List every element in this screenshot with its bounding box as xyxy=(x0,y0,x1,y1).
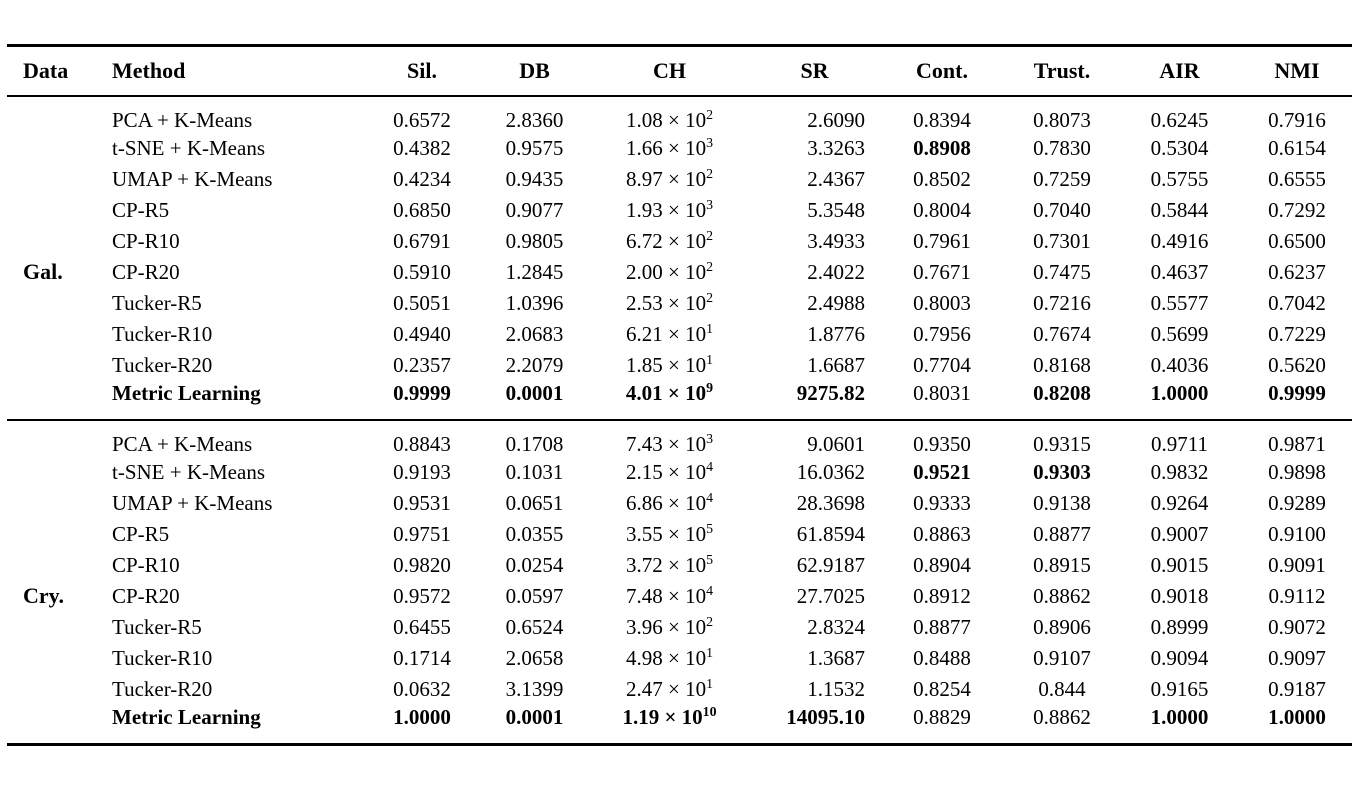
results-table xyxy=(7,44,1352,746)
cell-method: PCA + K-Means xyxy=(112,431,253,456)
cell-ch: $3.96 \times 10^2$ xyxy=(625,613,714,639)
exponent: 2 xyxy=(706,227,714,243)
cell-air: 1.0000 xyxy=(1150,380,1209,405)
cell-data xyxy=(7,674,112,705)
exponent: 4 xyxy=(706,582,714,598)
cell-air: 0.9165 xyxy=(1150,676,1209,701)
cell-ch: $8.97 \times 10^2$ xyxy=(625,165,714,191)
cell-trust: 0.7259 xyxy=(1033,166,1091,191)
cell-method: CP-R20 xyxy=(112,259,180,284)
cell-data xyxy=(7,705,112,745)
cell-data xyxy=(7,96,112,133)
cell-sil: 0.8843 xyxy=(393,431,451,456)
cell-sil: 0.6572 xyxy=(393,107,451,132)
cell-db: 0.0254 xyxy=(505,552,564,577)
cell-air: 0.5699 xyxy=(1150,321,1209,346)
exponent: 2 xyxy=(706,165,714,181)
cell-cont: 0.8829 xyxy=(913,704,971,729)
cell-trust: 0.8073 xyxy=(1033,107,1091,132)
cell-method: UMAP + K-Means xyxy=(112,166,273,191)
cell-ch: $2.15 \times 10^4$ xyxy=(625,458,714,484)
exponent: 10 xyxy=(702,703,717,719)
group-cry xyxy=(7,420,1352,745)
table-row xyxy=(7,226,1352,257)
table-row xyxy=(7,288,1352,319)
exponent: 4 xyxy=(706,489,714,505)
table-row xyxy=(7,164,1352,195)
cell-cont: 0.8488 xyxy=(913,645,971,670)
table-row xyxy=(7,488,1352,519)
exponent: 3 xyxy=(706,134,714,150)
cell-nmi: 0.6237 xyxy=(1268,259,1326,284)
cell-ch: $6.72 \times 10^2$ xyxy=(625,227,714,253)
cell-data xyxy=(7,488,112,519)
cell-sil: 1.0000 xyxy=(393,704,451,729)
cell-method: PCA + K-Means xyxy=(112,107,253,132)
cell-db: 0.0001 xyxy=(505,380,564,405)
group-label: Cry. xyxy=(23,583,64,608)
cell-nmi: 0.6154 xyxy=(1268,135,1326,160)
exponent: 1 xyxy=(706,675,714,691)
cell-nmi: 0.9999 xyxy=(1268,380,1326,405)
cell-sil: 0.4940 xyxy=(393,321,451,346)
cell-method: Tucker-R10 xyxy=(112,645,213,670)
cell-air: 0.4036 xyxy=(1150,352,1209,377)
cell-cont: 0.7671 xyxy=(913,259,971,284)
cell-trust: 0.7674 xyxy=(1033,321,1091,346)
table-header xyxy=(7,46,1352,96)
column-header-air: AIR xyxy=(1159,57,1200,83)
cell-air: 0.9711 xyxy=(1151,431,1208,456)
cell-trust: 0.8877 xyxy=(1033,521,1091,546)
cell-method: CP-R10 xyxy=(112,552,180,577)
cell-trust: 0.7301 xyxy=(1033,228,1091,253)
cell-ch: $3.55 \times 10^5$ xyxy=(625,520,714,546)
cell-trust: 0.9315 xyxy=(1033,431,1091,456)
cell-nmi: 0.9898 xyxy=(1268,459,1326,484)
cell-ch: $1.85 \times 10^1$ xyxy=(625,351,714,377)
cell-sr: 2.4367 xyxy=(807,166,865,191)
cell-sr: 2.6090 xyxy=(807,107,865,132)
cell-data xyxy=(7,226,112,257)
cell-sr: 16.0362 xyxy=(796,459,865,484)
cell-method: UMAP + K-Means xyxy=(112,490,273,515)
cell-sr: 1.8776 xyxy=(807,321,865,346)
cell-method: Tucker-R5 xyxy=(112,290,202,315)
cell-db: 1.2845 xyxy=(505,259,564,284)
exponent: 1 xyxy=(706,320,714,336)
cell-db: 0.6524 xyxy=(505,614,564,639)
cell-sr: 1.1532 xyxy=(807,676,865,701)
cell-method: Tucker-R20 xyxy=(112,352,213,377)
cell-db: 2.0658 xyxy=(505,645,564,670)
cell-sil: 0.9820 xyxy=(393,552,451,577)
cell-sil: 0.0632 xyxy=(393,676,451,701)
cell-air: 0.9094 xyxy=(1150,645,1209,670)
cell-db: 0.9805 xyxy=(505,228,564,253)
cell-cont: 0.7956 xyxy=(913,321,971,346)
cell-data xyxy=(7,457,112,488)
cell-sr: 62.9187 xyxy=(796,552,865,577)
cell-sil: 0.9531 xyxy=(393,490,451,515)
cell-nmi: 0.9112 xyxy=(1268,583,1326,608)
column-header-ch: CH xyxy=(653,57,686,83)
cell-cont: 0.9333 xyxy=(913,490,971,515)
cell-db: 0.9077 xyxy=(505,197,564,222)
cell-sr: 2.8324 xyxy=(807,614,865,639)
cell-method: Metric Learning xyxy=(112,704,261,729)
exponent: 2 xyxy=(706,106,714,122)
cell-cont: 0.9350 xyxy=(913,431,971,456)
cell-sil: 0.6850 xyxy=(393,197,451,222)
cell-data xyxy=(7,164,112,195)
column-header-trust: Trust. xyxy=(1033,57,1091,83)
cell-sr: 28.3698 xyxy=(796,490,865,515)
table-row xyxy=(7,519,1352,550)
cell-trust: 0.7830 xyxy=(1033,135,1091,160)
cell-air: 1.0000 xyxy=(1150,704,1209,729)
cell-cont: 0.8908 xyxy=(913,135,971,160)
cell-air: 0.9832 xyxy=(1150,459,1209,484)
cell-data xyxy=(7,381,112,420)
cell-data xyxy=(7,612,112,643)
cell-cont: 0.8004 xyxy=(913,197,971,222)
cell-trust: 0.7040 xyxy=(1033,197,1091,222)
table-row xyxy=(7,133,1352,164)
cell-data xyxy=(7,519,112,550)
cell-ch: $6.21 \times 10^1$ xyxy=(625,320,714,346)
table-row xyxy=(7,550,1352,581)
cell-db: 0.0001 xyxy=(505,704,564,729)
cell-air: 0.5577 xyxy=(1150,290,1209,315)
cell-nmi: 0.7916 xyxy=(1268,107,1326,132)
cell-cont: 0.7704 xyxy=(913,352,971,377)
cell-nmi: 0.6500 xyxy=(1268,228,1326,253)
cell-air: 0.9015 xyxy=(1150,552,1209,577)
cell-trust: 0.8208 xyxy=(1033,380,1091,405)
cell-nmi: 0.6555 xyxy=(1268,166,1326,191)
cell-data xyxy=(7,319,112,350)
cell-cont: 0.8031 xyxy=(913,380,971,405)
cell-ch: $1.93 \times 10^3$ xyxy=(625,196,714,222)
cell-cont: 0.8254 xyxy=(913,676,971,701)
cell-ch: $2.53 \times 10^2$ xyxy=(625,289,714,315)
table-row xyxy=(7,350,1352,381)
table-row xyxy=(7,674,1352,705)
cell-db: 2.0683 xyxy=(505,321,564,346)
exponent: 4 xyxy=(706,458,714,474)
cell-trust: 0.9303 xyxy=(1033,459,1091,484)
cell-sil: 0.4234 xyxy=(393,166,451,191)
cell-db: 2.2079 xyxy=(505,352,564,377)
column-header-db: DB xyxy=(519,57,550,83)
cell-method: CP-R5 xyxy=(112,197,170,222)
cell-sil: 0.9999 xyxy=(393,380,451,405)
cell-db: 0.9435 xyxy=(505,166,564,191)
cell-ch: $1.19 \times 10^{10}$ xyxy=(622,703,717,729)
column-header-method: Method xyxy=(112,57,186,83)
cell-method: CP-R5 xyxy=(112,521,170,546)
cell-sr: 3.4933 xyxy=(807,228,865,253)
cell-air: 0.6245 xyxy=(1150,107,1209,132)
cell-data xyxy=(7,288,112,319)
column-header-nmi: NMI xyxy=(1274,57,1320,83)
table-row xyxy=(7,381,1352,420)
cell-ch: $7.43 \times 10^3$ xyxy=(625,430,714,456)
cell-nmi: 0.9072 xyxy=(1268,614,1326,639)
cell-ch: $2.47 \times 10^1$ xyxy=(625,675,714,701)
exponent: 1 xyxy=(706,644,714,660)
exponent: 2 xyxy=(706,289,714,305)
cell-db: 0.0597 xyxy=(505,583,564,608)
cell-data xyxy=(7,133,112,164)
cell-nmi: 0.9187 xyxy=(1268,676,1326,701)
cell-method: t-SNE + K-Means xyxy=(112,459,265,484)
cell-cont: 0.8904 xyxy=(913,552,971,577)
column-header-data: Data xyxy=(23,57,69,83)
exponent: 5 xyxy=(706,551,714,567)
cell-nmi: 0.9091 xyxy=(1268,552,1326,577)
cell-trust: 0.9138 xyxy=(1033,490,1091,515)
cell-sil: 0.9193 xyxy=(393,459,451,484)
table-row xyxy=(7,319,1352,350)
cell-air: 0.9018 xyxy=(1150,583,1209,608)
cell-cont: 0.8912 xyxy=(913,583,971,608)
cell-db: 1.0396 xyxy=(505,290,564,315)
cell-trust: 0.7216 xyxy=(1033,290,1091,315)
group-label: Gal. xyxy=(23,259,63,284)
cell-db: 0.1031 xyxy=(505,459,564,484)
cell-sr: 9.0601 xyxy=(807,431,865,456)
cell-sil: 0.6455 xyxy=(393,614,451,639)
cell-cont: 0.7961 xyxy=(913,228,971,253)
cell-nmi: 0.5620 xyxy=(1268,352,1326,377)
cell-nmi: 0.9289 xyxy=(1268,490,1326,515)
table-row xyxy=(7,96,1352,133)
cell-trust: 0.7475 xyxy=(1033,259,1091,284)
cell-sr: 9275.82 xyxy=(796,380,865,405)
cell-data xyxy=(7,195,112,226)
cell-air: 0.5755 xyxy=(1150,166,1209,191)
table-row xyxy=(7,457,1352,488)
cell-nmi: 0.9100 xyxy=(1268,521,1326,546)
cell-method: Tucker-R5 xyxy=(112,614,202,639)
cell-ch: $7.48 \times 10^4$ xyxy=(625,582,714,608)
cell-trust: 0.8862 xyxy=(1033,704,1091,729)
cell-sr: 3.3263 xyxy=(807,135,865,160)
cell-ch: $4.98 \times 10^1$ xyxy=(625,644,714,670)
cell-cont: 0.8003 xyxy=(913,290,971,315)
cell-sr: 5.3548 xyxy=(807,197,865,222)
exponent: 2 xyxy=(706,613,714,629)
cell-ch: $1.66 \times 10^3$ xyxy=(625,134,714,160)
cell-db: 0.9575 xyxy=(505,135,564,160)
cell-cont: 0.8863 xyxy=(913,521,971,546)
column-header-sil: Sil. xyxy=(407,57,437,83)
cell-method: CP-R10 xyxy=(112,228,180,253)
cell-method: Tucker-R10 xyxy=(112,321,213,346)
cell-db: 0.0651 xyxy=(505,490,564,515)
table-row xyxy=(7,581,1352,612)
cell-db: 3.1399 xyxy=(505,676,564,701)
cell-sil: 0.5910 xyxy=(393,259,451,284)
table-row xyxy=(7,257,1352,288)
cell-db: 0.1708 xyxy=(505,431,564,456)
cell-cont: 0.8502 xyxy=(913,166,971,191)
cell-ch: $1.08 \times 10^2$ xyxy=(625,106,714,132)
cell-cont: 0.9521 xyxy=(913,459,971,484)
cell-trust: 0.9107 xyxy=(1033,645,1091,670)
column-header-cont: Cont. xyxy=(916,57,968,83)
cell-trust: 0.8906 xyxy=(1033,614,1091,639)
cell-db: 2.8360 xyxy=(505,107,564,132)
cell-sr: 2.4022 xyxy=(807,259,865,284)
cell-air: 0.9264 xyxy=(1150,490,1209,515)
cell-ch: $2.00 \times 10^2$ xyxy=(625,258,714,284)
cell-sr: 27.7025 xyxy=(796,583,865,608)
cell-air: 0.5304 xyxy=(1150,135,1209,160)
cell-sil: 0.5051 xyxy=(393,290,451,315)
cell-air: 0.8999 xyxy=(1150,614,1209,639)
cell-sr: 2.4988 xyxy=(807,290,865,315)
exponent: 9 xyxy=(706,379,714,395)
cell-data xyxy=(7,643,112,674)
column-header-sr: SR xyxy=(800,57,829,83)
exponent: 3 xyxy=(706,430,714,446)
cell-trust: 0.8862 xyxy=(1033,583,1091,608)
cell-cont: 0.8394 xyxy=(913,107,971,132)
table-row xyxy=(7,195,1352,226)
cell-sil: 0.6791 xyxy=(393,228,451,253)
cell-data xyxy=(7,420,112,457)
cell-method: Metric Learning xyxy=(112,380,261,405)
cell-ch: $3.72 \times 10^5$ xyxy=(625,551,714,577)
cell-nmi: 0.7292 xyxy=(1268,197,1326,222)
cell-trust: 0.844 xyxy=(1038,676,1086,701)
cell-ch: $4.01 \times 10^9$ xyxy=(625,379,714,405)
exponent: 5 xyxy=(706,520,714,536)
group-gal xyxy=(7,96,1352,420)
cell-sil: 0.1714 xyxy=(393,645,451,670)
cell-data xyxy=(7,350,112,381)
cell-trust: 0.8915 xyxy=(1033,552,1091,577)
exponent: 3 xyxy=(706,196,714,212)
cell-sil: 0.9751 xyxy=(393,521,451,546)
cell-sr: 1.6687 xyxy=(807,352,865,377)
cell-nmi: 0.9097 xyxy=(1268,645,1326,670)
cell-sil: 0.2357 xyxy=(393,352,451,377)
cell-cont: 0.8877 xyxy=(913,614,971,639)
exponent: 1 xyxy=(706,351,714,367)
cell-sil: 0.4382 xyxy=(393,135,451,160)
exponent: 2 xyxy=(706,258,714,274)
cell-trust: 0.8168 xyxy=(1033,352,1091,377)
cell-air: 0.9007 xyxy=(1150,521,1209,546)
cell-nmi: 0.7229 xyxy=(1268,321,1326,346)
cell-data xyxy=(7,550,112,581)
cell-air: 0.5844 xyxy=(1150,197,1209,222)
cell-nmi: 1.0000 xyxy=(1268,704,1326,729)
cell-method: Tucker-R20 xyxy=(112,676,213,701)
cell-air: 0.4637 xyxy=(1150,259,1209,284)
cell-air: 0.4916 xyxy=(1150,228,1209,253)
cell-sr: 1.3687 xyxy=(807,645,865,670)
table-row xyxy=(7,420,1352,457)
table-row xyxy=(7,612,1352,643)
cell-ch: $6.86 \times 10^4$ xyxy=(625,489,714,515)
cell-sr: 14095.10 xyxy=(786,704,865,729)
cell-nmi: 0.7042 xyxy=(1268,290,1326,315)
cell-nmi: 0.9871 xyxy=(1268,431,1326,456)
cell-method: t-SNE + K-Means xyxy=(112,135,265,160)
cell-method: CP-R20 xyxy=(112,583,180,608)
cell-db: 0.0355 xyxy=(505,521,564,546)
cell-sr: 61.8594 xyxy=(796,521,865,546)
table-row xyxy=(7,643,1352,674)
table-row xyxy=(7,705,1352,745)
header-row xyxy=(7,46,1352,96)
cell-sil: 0.9572 xyxy=(393,583,451,608)
